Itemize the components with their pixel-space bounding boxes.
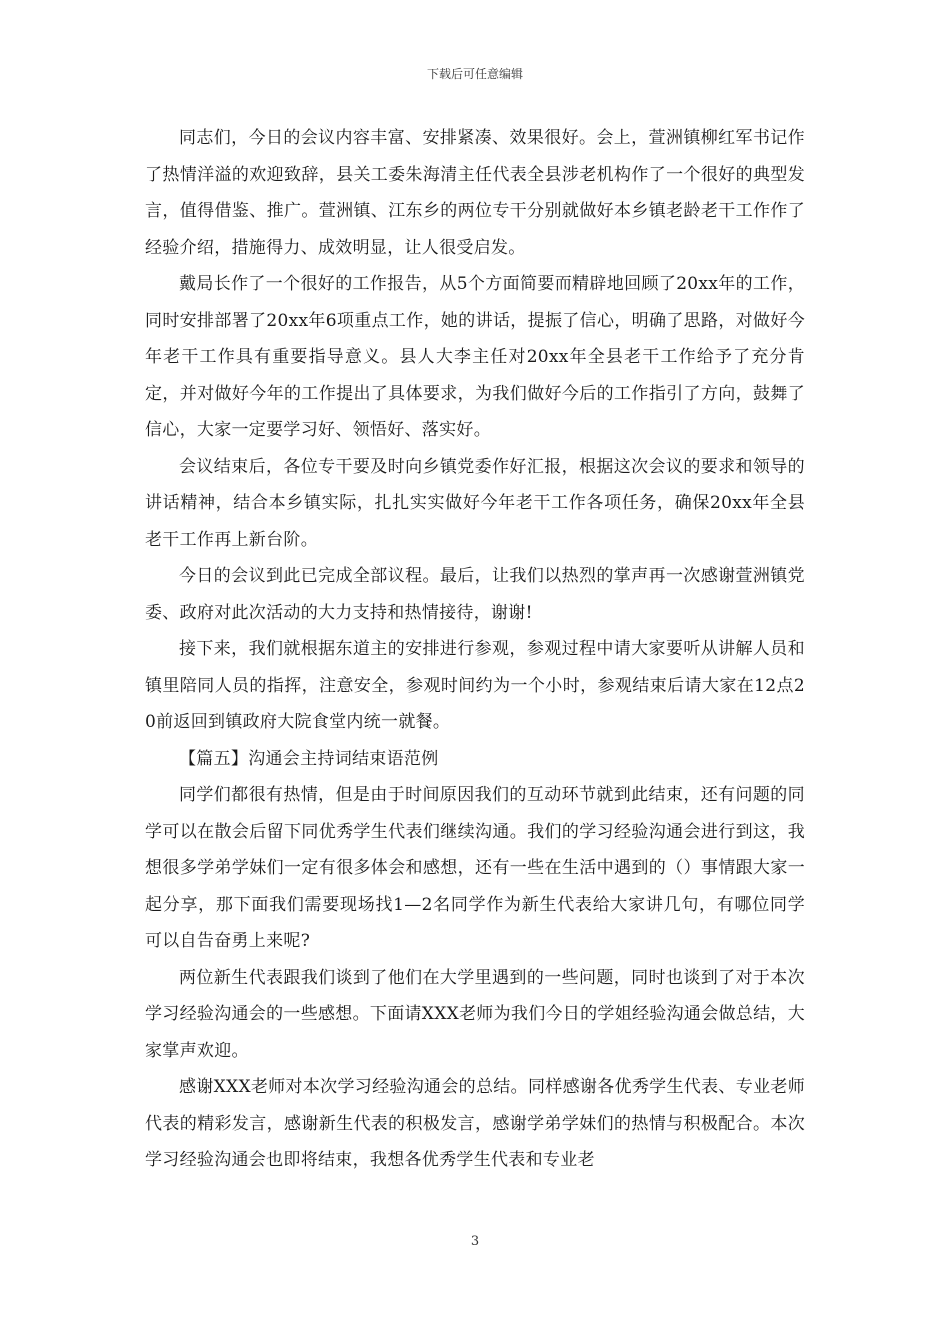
paragraph: 接下来，我们就根据东道主的安排进行参观，参观过程中请大家要听从讲解人员和镇里陪同人员的指挥，注意安全，参观时间约为一个小时，参观结束后请大家在12点20前返回到镇政府大院食堂内统一就餐。 — [145, 639, 805, 732]
paragraph: 今日的会议到此已完成全部议程。最后，让我们以热烈的掌声再一次感谢萱洲镇党委、政府对此次活动的大力支持和热情接待，谢谢! — [145, 566, 805, 623]
page-number: 3 — [470, 1234, 480, 1249]
paragraph: 戴局长作了一个很好的工作报告，从5个方面简要而精辟地回顾了20xx年的工作，同时安排部署了20xx年6项重点工作，她的讲话，提振了信心，明确了思路，对做好今年老干工作具有重要指导意义。县人大李主任对20xx年全县老干工作给予了充分肯定，并对做好今年的工作提出了具体要求，为我们做好今后的工作指引了方向，鼓舞了信心，大家一定要学习好、领悟好、落实好。 — [145, 274, 805, 440]
paragraph: 同学们都很有热情，但是由于时间原因我们的互动环节就到此结束，还有问题的同学可以在散会后留下同优秀学生代表们继续沟通。我们的学习经验沟通会进行到这，我想很多学弟学妹们一定有很多体会和感想，还有一些在生活中遇到的（）事情跟大家一起分享，那下面我们需要现场找1—2名同学作为新生代表给大家讲几句，有哪位同学可以自告奋勇上来呢? — [145, 785, 805, 951]
page-header: 下载后可任意编辑 — [426, 67, 523, 81]
document-body — [145, 120, 805, 1179]
paragraph: 会议结束后，各位专干要及时向乡镇党委作好汇报，根据这次会议的要求和领导的讲话精神，结合本乡镇实际，扎扎实实做好今年老干工作各项任务，确保20xx年全县老干工作再上新台阶。 — [145, 456, 805, 550]
paragraph: 感谢XXX老师对本次学习经验沟通会的总结。同样感谢各优秀学生代表、专业老师代表的精彩发言，感谢新生代表的积极发言，感谢学弟学妹们的热情与积极配合。本次学习经验沟通会也即将结束，我想各优秀学生代表和专业老 — [145, 1077, 805, 1170]
section-title: 【篇五】沟通会主持词结束语范例 — [179, 748, 439, 769]
paragraph: 同志们，今日的会议内容丰富、安排紧凑、效果很好。会上，萱洲镇柳红军书记作了热情洋溢的欢迎致辞，县关工委朱海清主任代表全县涉老机构作了一个很好的典型发言，值得借鉴、推广。萱洲镇、江东乡的两位专干分别就做好本乡镇老龄老干工作作了经验介绍，措施得力、成效明显，让人很受启发。 — [145, 128, 805, 258]
paragraph: 两位新生代表跟我们谈到了他们在大学里遇到的一些问题，同时也谈到了对于本次学习经验沟通会的一些感想。下面请XXX老师为我们今日的学姐经验沟通会做总结，大家掌声欢迎。 — [145, 967, 806, 1061]
